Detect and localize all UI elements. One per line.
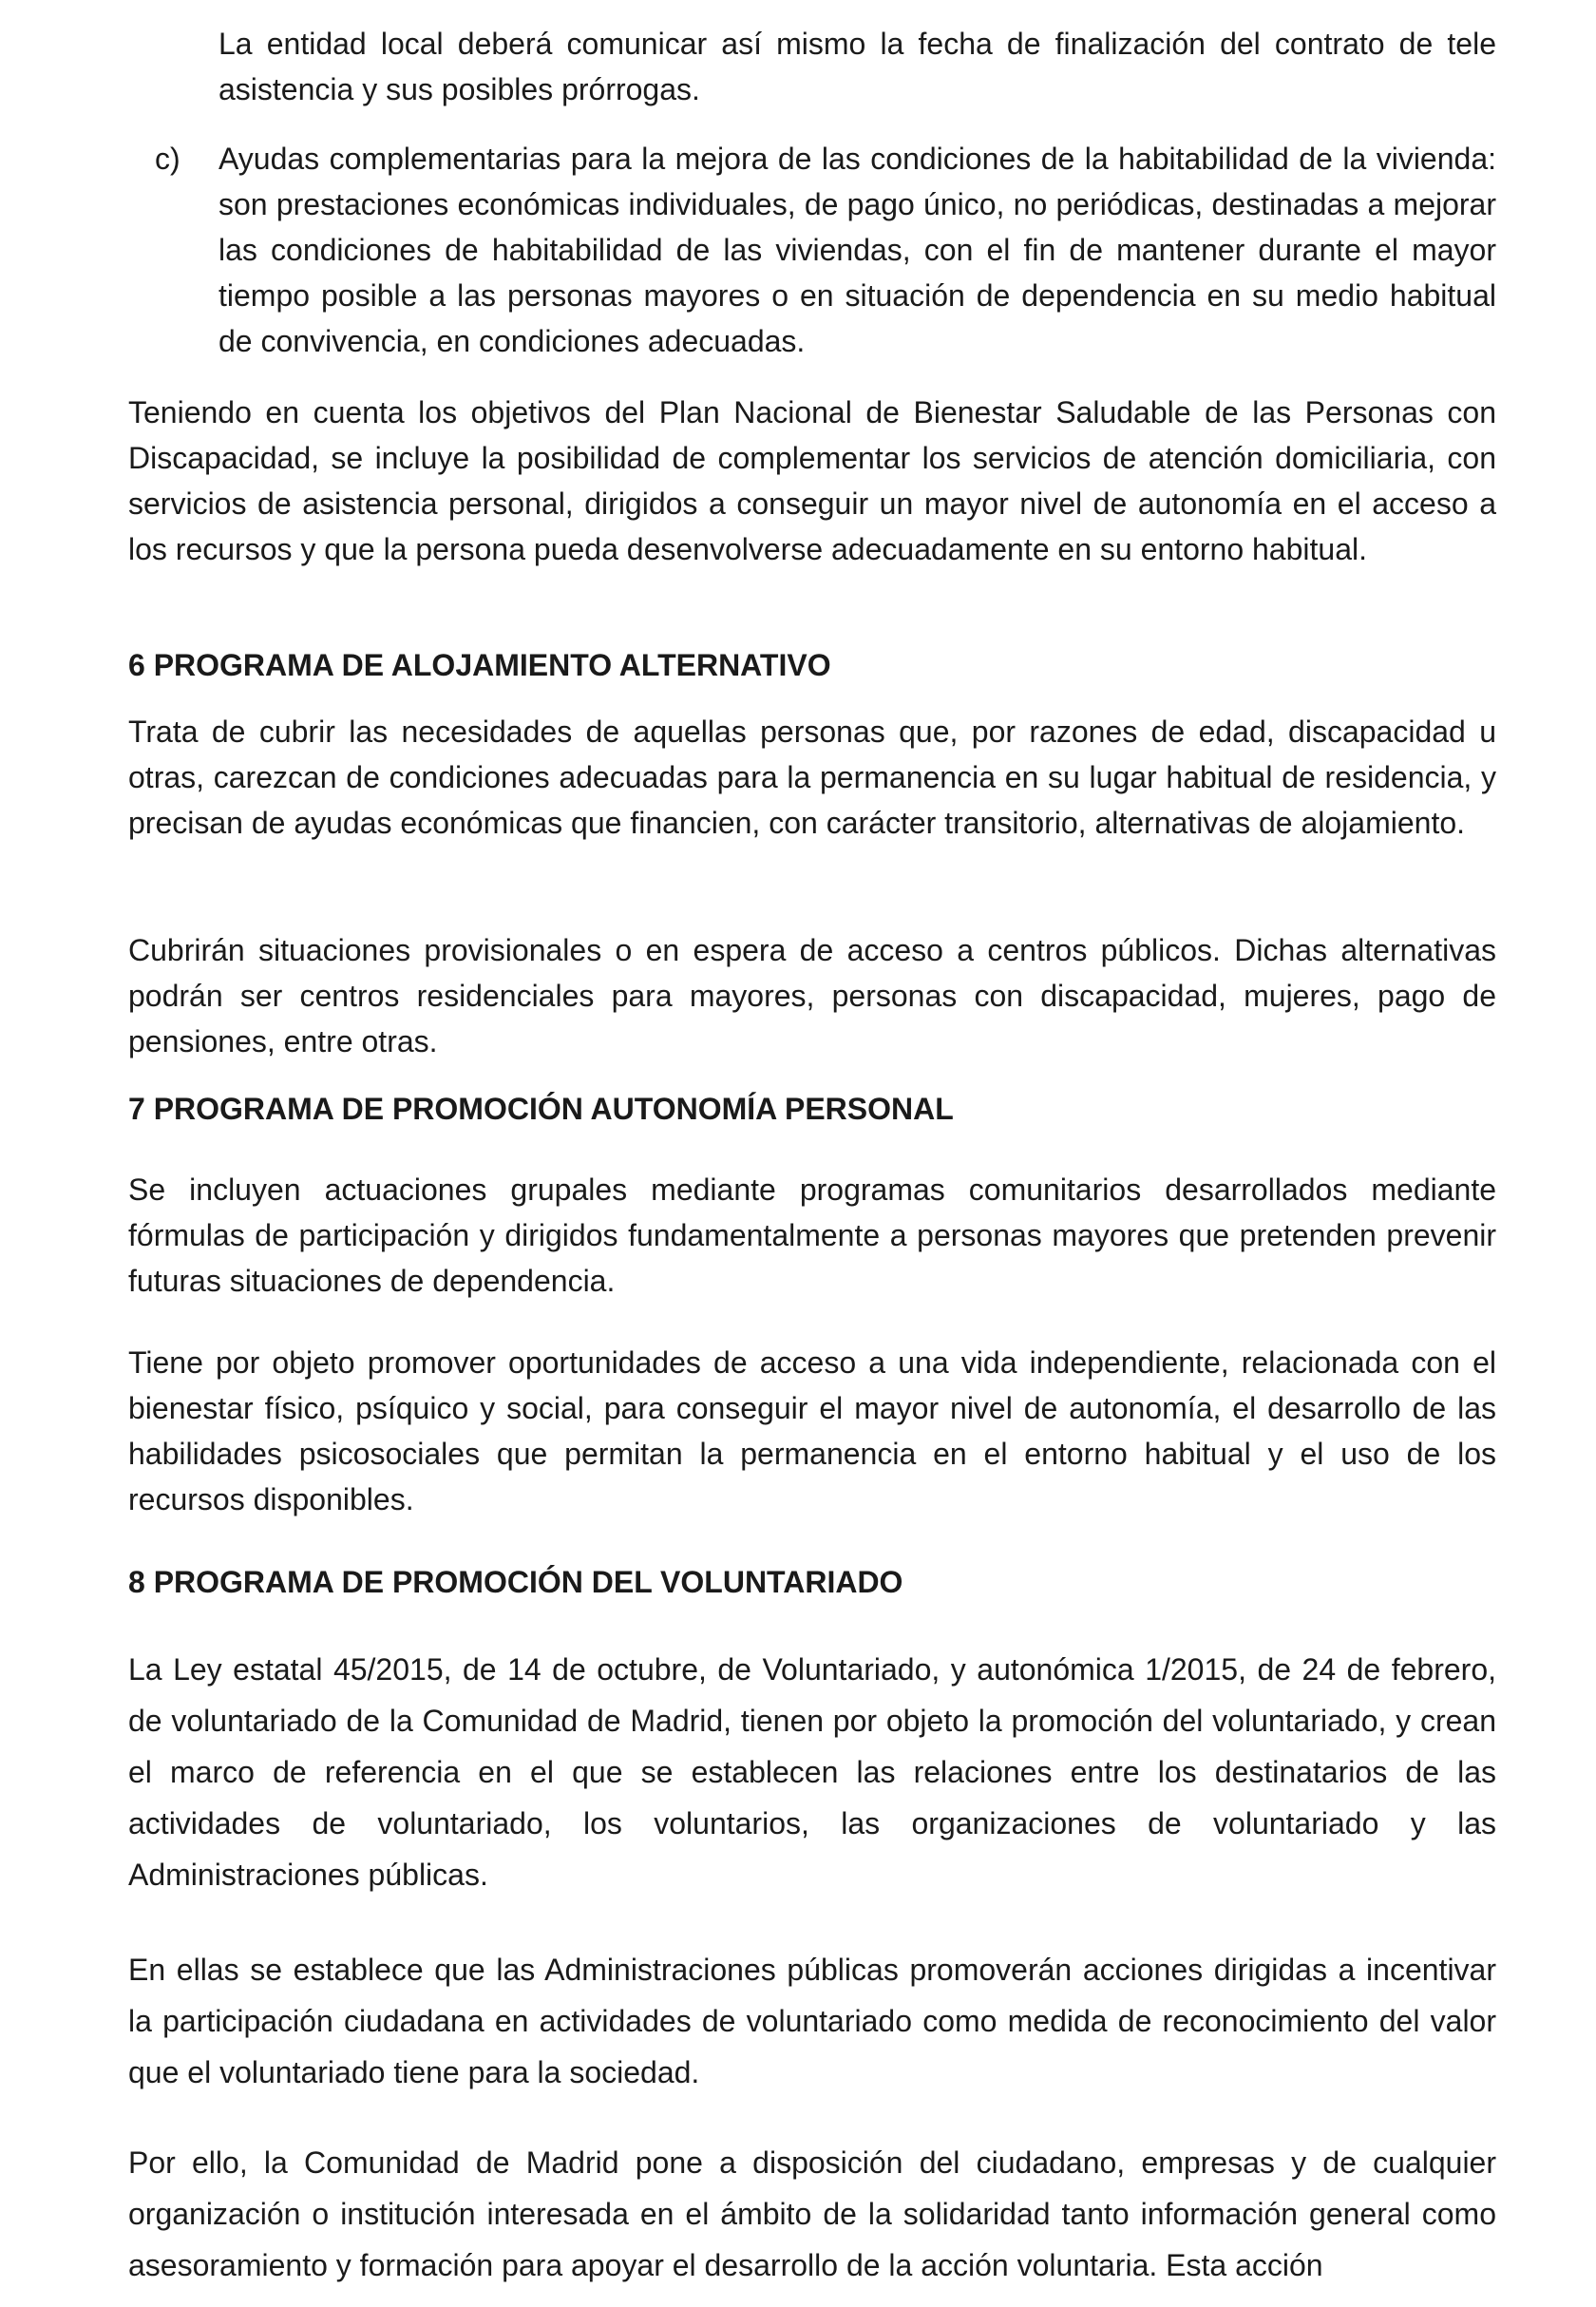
paragraph-7a: Se incluyen actuaciones grupales mediante programas comunitarios desarrollados mediante fórmulas de participación y dirigidos fundamentalmente a personas mayores que pretenden prevenir futuras situaciones de dependencia. (128, 1173, 1496, 1298)
paragraph-6b: Cubrirán situaciones provisionales o en espera de acceso a centros públicos. Dichas alternativas podrán ser centros residenciales para mayores, personas con discapacidad, mujeres, pago de pensiones, entre otras. (128, 933, 1496, 1058)
paragraph-7b: Tiene por objeto promover oportunidades de acceso a una vida independiente, relacionada con el bienestar físico, psíquico y social, para conseguir el mayor nivel de autonomía, el desarrollo de las habilidades psicosociales que permitan la permanencia en el entorno habitual y el uso de los recursos disponibles. (128, 1345, 1496, 1516)
paragraph-8c: Por ello, la Comunidad de Madrid pone a disposición del ciudadano, empresas y de cualquier organización o institución interesada en el ámbito de la solidaridad tanto información general como asesoramiento y formación para apoyar el desarrollo de la acción voluntaria. Esta acción (128, 2145, 1496, 2282)
section-heading-6: 6 PROGRAMA DE ALOJAMIENTO ALTERNATIVO (128, 648, 831, 682)
section-heading-7: 7 PROGRAMA DE PROMOCIÓN AUTONOMÍA PERSONAL (128, 1092, 954, 1126)
section-heading-8: 8 PROGRAMA DE PROMOCIÓN DEL VOLUNTARIADO (128, 1565, 903, 1599)
paragraph-plan: Teniendo en cuenta los objetivos del Plan Nacional de Bienestar Saludable de las Personas con Discapacidad, se incluye la posibilidad de complementar los servicios de atención domiciliaria, con servicios de asistencia personal, dirigidos a conseguir un mayor nivel de autonomía en el acceso a los recursos y que la persona pueda desenvolverse adecuadamente en su entorno habitual. (128, 395, 1496, 566)
list-marker: c) (155, 142, 180, 176)
paragraph-8a: La Ley estatal 45/2015, de 14 de octubre, de Voluntariado, y autonómica 1/2015, de 24 de febrero, de voluntariado de la Comunidad de Madrid, tienen por objeto la promoción del voluntariado, y crean el marco de referencia en el que se establecen las relaciones entre los destinatarios de las actividades de voluntariado, los voluntarios, las organizaciones de voluntariado y las Administraciones públicas. (128, 1652, 1496, 1892)
list-item-text: Ayudas complementarias para la mejora de las condiciones de la habitabilidad de la vivienda: son prestaciones económicas individuales, de pago único, no periódicas, destinadas a mejorar las condiciones de habitabilidad de las viviendas, con el fin de mantener durante el mayor tiempo posible a las personas mayores o en situación de dependencia en su medio habitual de convivencia, en condiciones adecuadas. (218, 142, 1496, 358)
paragraph-6a: Trata de cubrir las necesidades de aquellas personas que, por razones de edad, discapacidad u otras, carezcan de condiciones adecuadas para la permanencia en su lugar habitual de residencia, y precisan de ayudas económicas que financien, con carácter transitorio, alternativas de alojamiento. (128, 715, 1496, 840)
paragraph-8b: En ellas se establece que las Administraciones públicas promoverán acciones dirigidas a incentivar la participación ciudadana en actividades de voluntariado como medida de reconocimiento del valor que el voluntariado tiene para la sociedad. (128, 1953, 1496, 2089)
paragraph-intro: La entidad local deberá comunicar así mismo la fecha de finalización del contrato de tele asistencia y sus posibles prórrogas. (218, 27, 1496, 106)
